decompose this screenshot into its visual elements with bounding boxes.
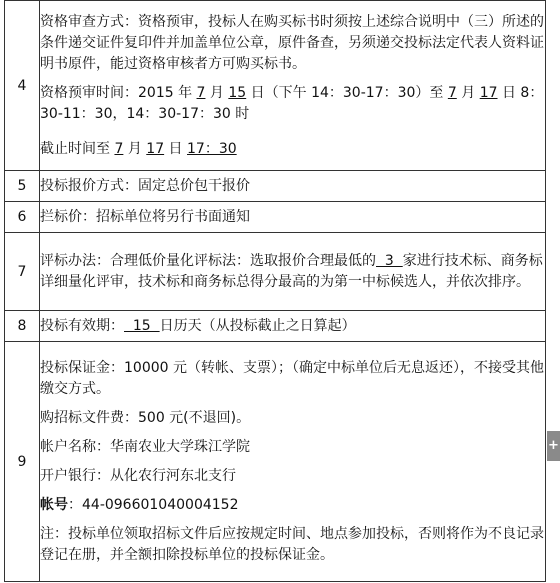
account-number-text: 帐号：44-096601040004152	[40, 496, 239, 513]
table-row	[5, 202, 546, 233]
validity-period-text: 投标有效期： 15 日历天（从投标截止之日算起）	[40, 311, 546, 342]
evaluation-method-text: 评标办法：合理低价量化评标法：选取报价合理最低的 3 家进行技术标、商务标详细量化评审，技术标和商务标总得分最高的为第一中标候选人，并依次排序。	[40, 233, 546, 311]
row-number: 7	[5, 233, 40, 311]
table-row	[5, 342, 546, 582]
row-number: 6	[5, 202, 40, 233]
qualification-review-text: 资格审查方式：资格预审，投标人在购买标书时须按上述综合说明中（三）所述的条件递交证件复印件并加盖单位公章，原件备查，另须递交投标法定代表人资料证明书原件，能过资格审核者方可购买标书。	[40, 13, 544, 72]
deposit-text: 投标保证金：10000 元（转帐、支票）；（确定中标单位后无息返还），不接受其他缴交方式。	[40, 359, 544, 397]
account-name-text: 帐户名称：华南农业大学珠江学院	[40, 438, 250, 455]
note-text: 注：投标单位领取招标文件后应按规定时间、地点参加投标，否则将作为不良记录登记在册，并全额扣除投标单位的投标保证金。	[40, 525, 544, 563]
row-number: 4	[5, 1, 40, 171]
row-number: 8	[5, 311, 40, 342]
table-row	[5, 311, 546, 342]
row-content	[40, 342, 546, 582]
table-row	[5, 1, 546, 171]
table-row	[5, 233, 546, 311]
prequalification-time-text: 资格预审时间：2015 年 7 月 15 日（下午 14：30-17：30）至 7 月 17 日 8：30-11：30，14：30-17：30 时	[40, 84, 544, 122]
bank-text: 开户银行：从化农行河东北支行	[40, 467, 236, 484]
price-cap-text: 拦标价：招标单位将另行书面通知	[40, 202, 546, 233]
deadline-text: 截止时间至 7 月 17 日 17：30	[40, 140, 237, 157]
row-number: 5	[5, 171, 40, 202]
side-expand-tab[interactable]: +	[547, 431, 560, 461]
row-number: 9	[5, 342, 40, 582]
table-row	[5, 171, 546, 202]
document-fee-text: 购招标文件费：500 元(不退回)。	[40, 409, 251, 426]
tender-info-table	[4, 0, 546, 582]
row-content	[40, 1, 546, 171]
quotation-method-text: 投标报价方式：固定总价包干报价	[40, 171, 546, 202]
